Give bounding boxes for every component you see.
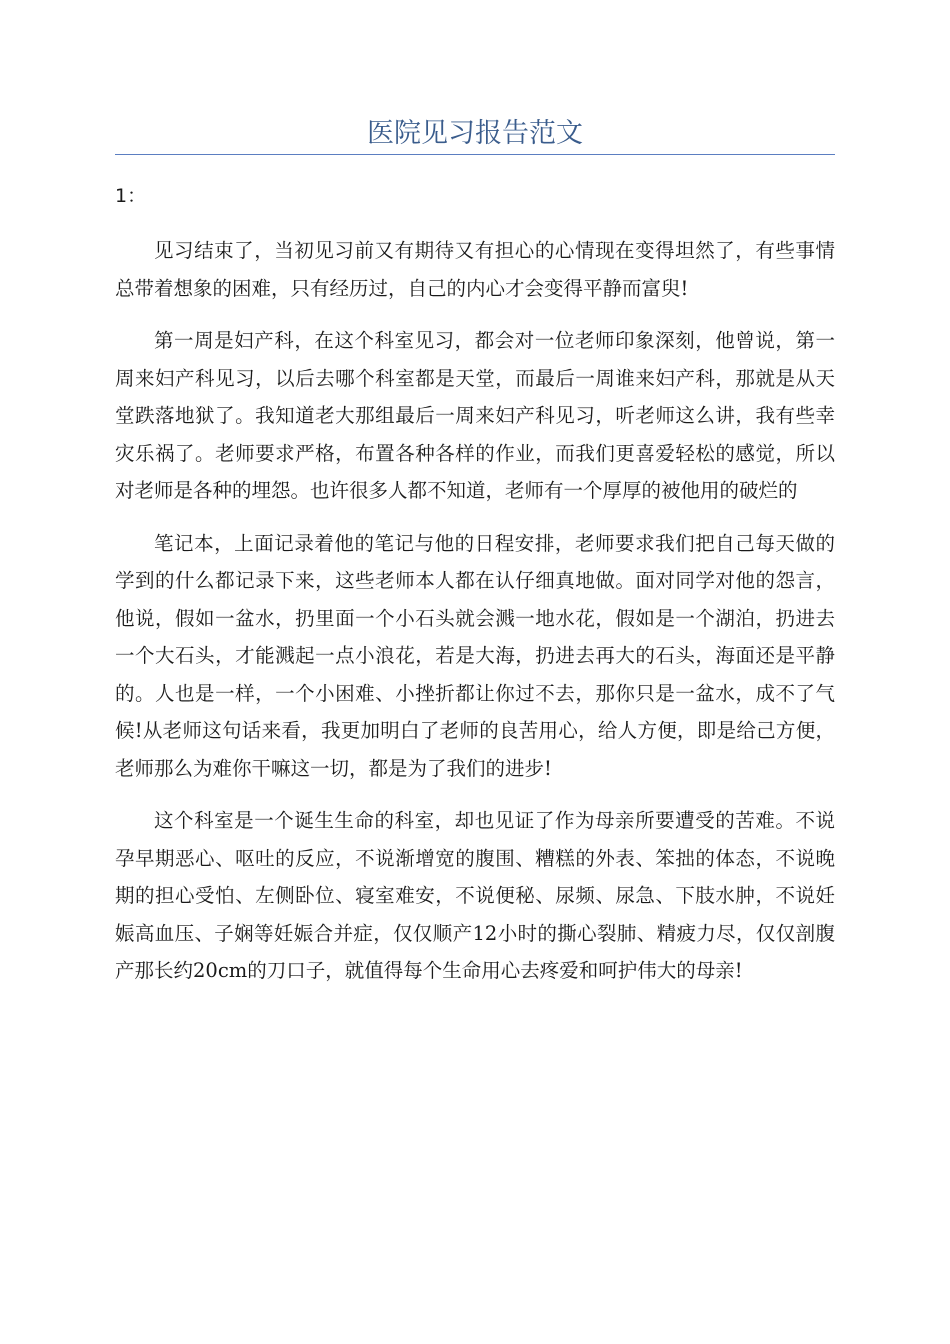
section-number: 1： <box>115 185 147 207</box>
title-underline <box>115 154 835 155</box>
paragraph: 第一周是妇产科，在这个科室见习，都会对一位老师印象深刻，他曾说，第一周来妇产科见习，以后去哪个科室都是天堂，而最后一周谁来妇产科，那就是从天堂跌落地狱了。我知道老大那组最后一周来妇产科见习，听老师这么讲，我有些幸灾乐祸了。老师要求严格，布置各种各样的作业，而我们更喜爱轻松的感觉，所以对老师是各种的埋怨。也许很多人都不知道，老师有一个厚厚的被他用的破烂的 <box>115 329 835 502</box>
document-body <box>115 232 835 1005</box>
paragraph: 笔记本，上面记录着他的笔记与他的日程安排，老师要求我们把自己每天做的学到的什么都记录下来，这些老师本人都在认仔细真地做。面对同学对他的怨言，他说，假如一盆水，扔里面一个小石头就会溅一地水花，假如是一个湖泊，扔进去一个大石头，才能溅起一点小浪花，若是大海，扔进去再大的石头，海面还是平静的。人也是一样，一个小困难、小挫折都让你过不去，那你只是一盆水，成不了气候!从老师这句话来看，我更加明白了老师的良苦用心，给人方便，即是给己方便，老师那么为难你干嘛这一切，都是为了我们的进步! <box>115 531 835 780</box>
page-title: 医院见习报告范文 <box>367 118 583 149</box>
paragraph: 见习结束了，当初见习前又有期待又有担心的心情现在变得坦然了，有些事情总带着想象的困难，只有经历过，自己的内心才会变得平静而富臾! <box>115 239 835 300</box>
paragraph: 这个科室是一个诞生生命的科室，却也见证了作为母亲所要遭受的苦难。不说孕早期恶心、呕吐的反应，不说渐增宽的腹围、糟糕的外表、笨拙的体态，不说晚期的担心受怕、左侧卧位、寝室难安，不说便秘、尿频、尿急、下肢水肿，不说妊娠高血压、子娴等妊娠合并症，仅仅顺产12小时的撕心裂肺、精疲力尽，仅仅剖腹产那长约20cm的刀口子，就值得每个生命用心去疼爱和呵护伟大的母亲! <box>115 809 835 982</box>
